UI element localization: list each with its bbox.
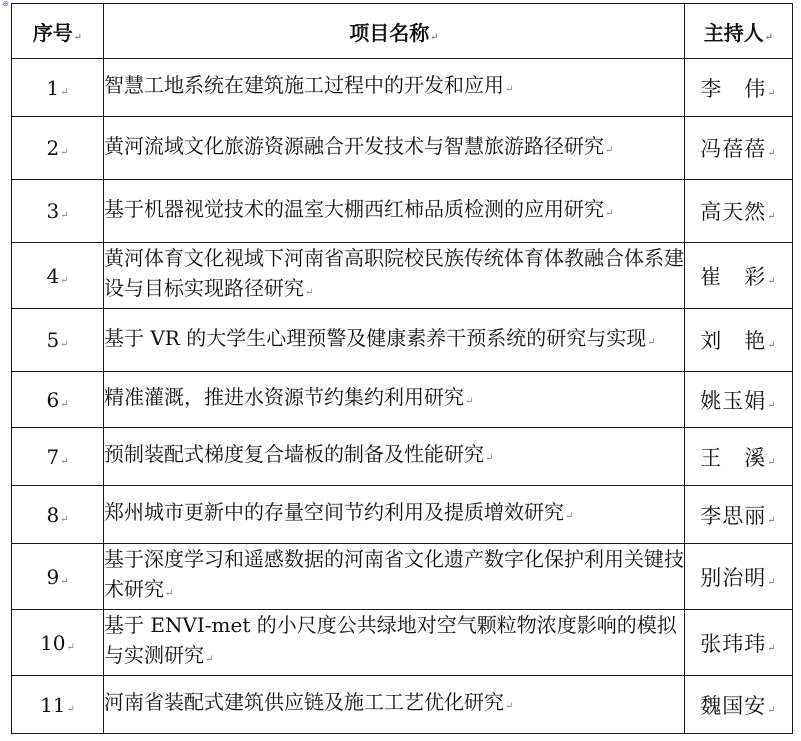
- paragraph-mark-icon: [565, 511, 573, 522]
- table-row: [12, 486, 793, 544]
- paragraph-mark-icon: [67, 704, 75, 715]
- table-row: [12, 610, 793, 676]
- paragraph-mark-icon: [767, 340, 776, 351]
- project-host: 李 伟 ↵: [685, 59, 793, 117]
- paragraph-mark-icon: [767, 457, 776, 468]
- paragraph-mark-icon: [60, 147, 68, 158]
- project-name: 精准灌溉，推进水资源节约集约利用研究 ↵: [104, 372, 685, 428]
- paragraph-mark-icon: [505, 84, 513, 95]
- paragraph-mark-icon: [67, 642, 75, 653]
- paragraph-mark-icon: [60, 87, 68, 98]
- header-no: 序号 ↵: [12, 4, 104, 59]
- row-number: 11 ↵: [12, 676, 104, 734]
- paragraph-mark-icon: [767, 148, 776, 159]
- paragraph-mark-icon: [60, 275, 68, 286]
- project-host: 李思丽 ↵: [685, 486, 793, 544]
- paragraph-mark-icon: [767, 88, 776, 99]
- paragraph-mark-icon: [60, 210, 68, 221]
- table-row: [12, 372, 793, 428]
- table-anchor-icon: ⊕: [2, 0, 9, 8]
- table-row: [12, 544, 793, 610]
- paragraph-mark-icon: [767, 643, 776, 654]
- table-row: [12, 117, 793, 180]
- paragraph-mark-icon: [60, 576, 68, 587]
- paragraph-mark-icon: [485, 453, 493, 464]
- row-number: 5 ↵: [12, 309, 104, 372]
- project-host: 姚玉娟 ↵: [685, 372, 793, 428]
- row-number: 10 ↵: [12, 610, 104, 676]
- paragraph-mark-icon: [605, 208, 613, 219]
- project-name: 河南省装配式建筑供应链及施工工艺优化研究 ↵: [104, 676, 685, 734]
- project-host: 王 溪 ↵: [685, 428, 793, 486]
- paragraph-mark-icon: [767, 515, 776, 526]
- table-row: [12, 59, 793, 117]
- paragraph-mark-icon: [60, 456, 68, 467]
- row-number: 4 ↵: [12, 243, 104, 309]
- row-number: 7 ↵: [12, 428, 104, 486]
- paragraph-mark-icon: [767, 705, 776, 716]
- table-row: [12, 309, 793, 372]
- paragraph-mark-icon: [465, 396, 473, 407]
- table-row: [12, 676, 793, 734]
- project-host: 魏国安 ↵: [685, 676, 793, 734]
- table-row: [12, 243, 793, 309]
- table-row: [12, 428, 793, 486]
- row-number: 8 ↵: [12, 486, 104, 544]
- table-header-row: [12, 4, 793, 59]
- row-number: 6 ↵: [12, 372, 104, 428]
- project-host: 冯蓓蓓 ↵: [685, 117, 793, 180]
- row-number: 3 ↵: [12, 180, 104, 243]
- paragraph-mark-icon: [605, 145, 613, 156]
- project-name: 基于机器视觉技术的温室大棚西红柿品质检测的应用研究 ↵: [104, 180, 685, 243]
- paragraph-mark-icon: [60, 339, 68, 350]
- paragraph-mark-icon: [165, 588, 173, 599]
- paragraph-mark-icon: [74, 32, 82, 43]
- project-name: 智慧工地系统在建筑施工过程中的开发和应用 ↵: [104, 59, 685, 117]
- paragraph-mark-icon: [767, 276, 776, 287]
- paragraph-mark-icon: [647, 337, 655, 348]
- project-name: 郑州城市更新中的存量空间节约利用及提质增效研究 ↵: [104, 486, 685, 544]
- project-name: 基于 VR 的大学生心理预警及健康素养干预系统的研究与实现 ↵: [104, 309, 685, 372]
- table-row: [12, 180, 793, 243]
- row-number: 1 ↵: [12, 59, 104, 117]
- project-name: 黄河流域文化旅游资源融合开发技术与智慧旅游路径研究 ↵: [104, 117, 685, 180]
- paragraph-mark-icon: [765, 32, 773, 43]
- project-name: 基于 ENVI-met 的小尺度公共绿地对空气颗粒物浓度影响的模拟与实测研究 ↵: [104, 610, 685, 676]
- project-host: 张玮玮 ↵: [685, 610, 793, 676]
- project-table: [11, 3, 793, 734]
- paragraph-mark-icon: [205, 654, 213, 665]
- project-host: 别治明 ↵: [685, 544, 793, 610]
- project-name: 黄河体育文化视域下河南省高职院校民族传统体育体教融合体系建设与目标实现路径研究 ↵: [104, 243, 685, 309]
- project-host: 高天然 ↵: [685, 180, 793, 243]
- header-name: 项目名称 ↵: [104, 4, 685, 59]
- project-name: 预制装配式梯度复合墙板的制备及性能研究 ↵: [104, 428, 685, 486]
- paragraph-mark-icon: [767, 577, 776, 588]
- paragraph-mark-icon: [305, 287, 313, 298]
- paragraph-mark-icon: [430, 32, 438, 43]
- paragraph-mark-icon: [60, 399, 68, 410]
- paragraph-mark-icon: [505, 701, 513, 712]
- row-number: 9 ↵: [12, 544, 104, 610]
- row-number: 2 ↵: [12, 117, 104, 180]
- project-host: 刘 艳 ↵: [685, 309, 793, 372]
- paragraph-mark-icon: [767, 211, 776, 222]
- paragraph-mark-icon: [767, 400, 776, 411]
- project-name: 基于深度学习和遥感数据的河南省文化遗产数字化保护利用关键技术研究 ↵: [104, 544, 685, 610]
- header-host: 主持人 ↵: [685, 4, 793, 59]
- paragraph-mark-icon: [60, 514, 68, 525]
- project-host: 崔 彩 ↵: [685, 243, 793, 309]
